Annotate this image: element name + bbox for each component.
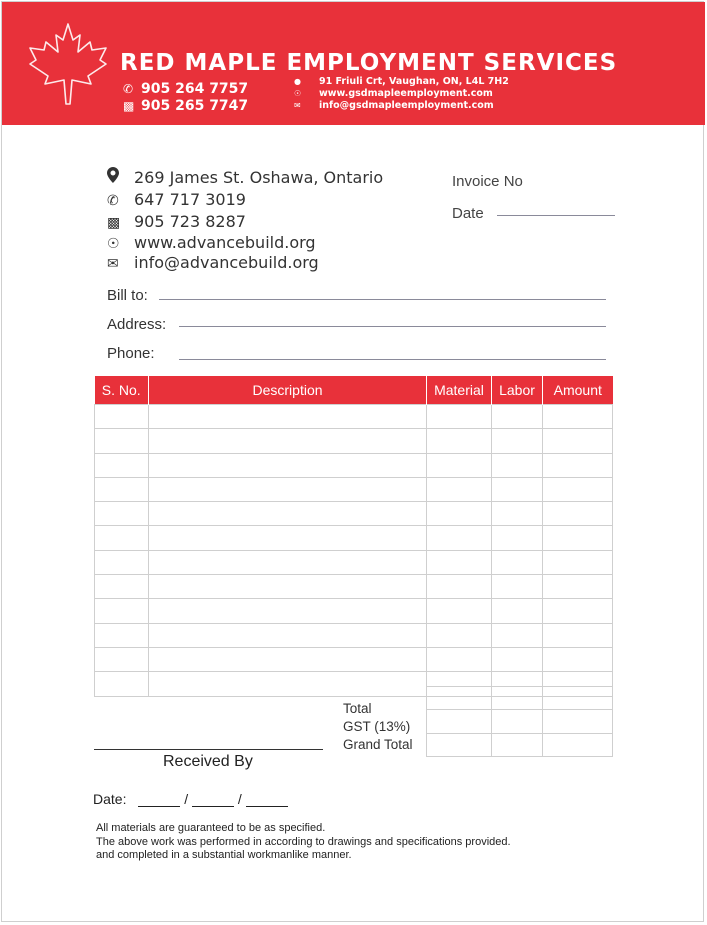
table-cell[interactable] — [427, 405, 492, 429]
note-line: The above work was performed in according to drawings and specifications provided. — [96, 835, 511, 848]
table-cell[interactable] — [427, 477, 492, 501]
date-year-field[interactable] — [246, 792, 288, 807]
note-line: All materials are guaranteed to be as specified. — [96, 822, 326, 834]
table-row — [95, 526, 613, 550]
table-cell[interactable] — [492, 647, 543, 671]
phone-label: Phone: — [107, 345, 155, 362]
invoice-number-label: Invoice No — [452, 173, 523, 190]
phone-icon: ✆ — [123, 82, 134, 96]
date-label: Date: — [93, 791, 127, 807]
header-email — [294, 100, 494, 111]
client-email — [107, 253, 319, 272]
envelope-icon: ✉ — [107, 256, 119, 272]
header-website — [294, 88, 493, 99]
note-line: and completed in a substantial workmanlike manner. — [96, 849, 352, 861]
table-cell[interactable] — [543, 502, 613, 526]
header-phone-1 — [123, 81, 248, 97]
table-row — [95, 575, 613, 599]
totals-cell[interactable] — [492, 710, 543, 733]
header-phone-1-value: 905 264 7757 — [141, 81, 249, 97]
items-table — [94, 376, 613, 697]
signature-line[interactable] — [94, 749, 323, 750]
date-row — [93, 791, 288, 807]
header-description: Description — [149, 376, 427, 405]
address-field[interactable] — [179, 326, 606, 327]
header-address — [294, 76, 509, 87]
date-month-field[interactable] — [192, 792, 234, 807]
table-cell[interactable] — [149, 429, 427, 453]
table-cell[interactable] — [427, 453, 492, 477]
received-by-label: Received By — [163, 753, 253, 770]
client-website-value: www.advancebuild.org — [134, 233, 316, 252]
header-banner — [2, 2, 705, 125]
header-phone-2 — [123, 98, 248, 114]
totals-cell[interactable] — [492, 687, 543, 710]
location-pin-icon: ● — [294, 77, 301, 86]
table-cell[interactable] — [95, 502, 149, 526]
table-cell[interactable] — [149, 550, 427, 574]
table-cell[interactable] — [149, 672, 427, 696]
table-cell[interactable] — [492, 550, 543, 574]
table-cell[interactable] — [95, 623, 149, 647]
totals-table — [426, 686, 613, 757]
header-phone-2-value: 905 265 7747 — [141, 98, 249, 114]
client-fax — [107, 212, 246, 231]
terms-notes — [96, 822, 511, 863]
table-cell[interactable] — [543, 405, 613, 429]
table-cell[interactable] — [427, 429, 492, 453]
header-address-value: 91 Friuli Crt, Vaughan, ON, L4L 7H2 — [319, 76, 509, 87]
table-cell[interactable] — [492, 429, 543, 453]
table-row — [95, 429, 613, 453]
header-amount: Amount — [543, 376, 613, 405]
table-cell[interactable] — [492, 453, 543, 477]
totals-row — [427, 710, 613, 733]
client-phone-value: 647 717 3019 — [134, 190, 246, 209]
totals-cell[interactable] — [543, 687, 613, 710]
table-cell[interactable] — [95, 526, 149, 550]
table-cell[interactable] — [543, 526, 613, 550]
header-material: Material — [427, 376, 492, 405]
table-cell[interactable] — [149, 477, 427, 501]
table-cell[interactable] — [543, 647, 613, 671]
table-cell[interactable] — [492, 623, 543, 647]
table-cell[interactable] — [492, 575, 543, 599]
table-cell[interactable] — [543, 550, 613, 574]
table-cell[interactable] — [149, 599, 427, 623]
table-cell[interactable] — [95, 429, 149, 453]
table-cell[interactable] — [427, 599, 492, 623]
table-row — [95, 502, 613, 526]
table-row — [95, 477, 613, 501]
table-cell[interactable] — [427, 647, 492, 671]
totals-cell[interactable] — [543, 733, 613, 756]
fax-icon: ▩ — [107, 215, 121, 231]
header-email-value: info@gsdmapleemployment.com — [319, 100, 494, 111]
table-cell[interactable] — [149, 623, 427, 647]
table-cell[interactable] — [149, 647, 427, 671]
header-labor: Labor — [492, 376, 543, 405]
totals-body — [427, 687, 613, 757]
table-cell[interactable] — [427, 623, 492, 647]
table-header-row — [95, 376, 613, 405]
table-cell[interactable] — [543, 477, 613, 501]
globe-icon: ☉ — [107, 236, 120, 252]
table-cell[interactable] — [95, 453, 149, 477]
phone-field[interactable] — [179, 359, 606, 360]
header-website-value: www.gsdmapleemployment.com — [319, 88, 493, 99]
fax-icon: ▩ — [123, 99, 135, 113]
table-cell[interactable] — [95, 599, 149, 623]
company-name: RED MAPLE EMPLOYMENT SERVICES — [120, 50, 618, 76]
table-row — [95, 647, 613, 671]
maple-leaf-icon — [26, 22, 110, 106]
table-row — [95, 599, 613, 623]
table-cell[interactable] — [492, 599, 543, 623]
totals-cell[interactable] — [427, 687, 492, 710]
table-cell[interactable] — [95, 575, 149, 599]
date-day-field[interactable] — [138, 792, 180, 807]
date-separator: / — [184, 791, 189, 807]
totals-row — [427, 733, 613, 756]
table-row — [95, 453, 613, 477]
table-cell[interactable] — [149, 405, 427, 429]
table-cell[interactable] — [95, 550, 149, 574]
table-cell[interactable] — [492, 502, 543, 526]
table-cell[interactable] — [543, 453, 613, 477]
totals-cell[interactable] — [427, 710, 492, 733]
table-cell[interactable] — [95, 405, 149, 429]
table-cell[interactable] — [543, 429, 613, 453]
client-website — [107, 233, 316, 252]
table-row — [95, 405, 613, 429]
header-sno: S. No. — [95, 376, 149, 405]
table-cell[interactable] — [492, 526, 543, 550]
location-pin-icon — [107, 167, 134, 187]
date-separator: / — [237, 791, 242, 807]
envelope-icon: ✉ — [294, 101, 301, 110]
table-cell[interactable] — [149, 575, 427, 599]
client-phone — [107, 190, 246, 209]
client-fax-value: 905 723 8287 — [134, 212, 246, 231]
client-address — [107, 167, 383, 187]
globe-icon: ☉ — [294, 89, 302, 98]
table-cell[interactable] — [427, 550, 492, 574]
table-cell[interactable] — [427, 502, 492, 526]
table-cell[interactable] — [543, 575, 613, 599]
totals-row — [427, 687, 613, 710]
totals-cell[interactable] — [427, 733, 492, 756]
table-row — [95, 623, 613, 647]
table-cell[interactable] — [95, 647, 149, 671]
table-cell[interactable] — [543, 623, 613, 647]
totals-cell[interactable] — [492, 733, 543, 756]
table-cell[interactable] — [149, 526, 427, 550]
invoice-date-field[interactable] — [497, 215, 615, 216]
table-cell[interactable] — [149, 453, 427, 477]
table-cell[interactable] — [427, 526, 492, 550]
table-body — [95, 405, 613, 697]
table-cell[interactable] — [492, 477, 543, 501]
table-cell[interactable] — [95, 477, 149, 501]
invoice-date-label: Date — [452, 205, 484, 222]
client-email-value: info@advancebuild.org — [134, 253, 319, 272]
bill-to-label: Bill to: — [107, 287, 148, 304]
table-cell[interactable] — [427, 575, 492, 599]
bill-to-field[interactable] — [159, 299, 606, 300]
total-label: Total — [343, 701, 372, 716]
client-address-value: 269 James St. Oshawa, Ontario — [134, 168, 384, 187]
phone-icon: ✆ — [107, 193, 119, 209]
gst-label: GST (13%) — [343, 719, 411, 734]
grand-total-label: Grand Total — [343, 737, 413, 752]
table-cell[interactable] — [492, 405, 543, 429]
totals-cell[interactable] — [543, 710, 613, 733]
table-row — [95, 550, 613, 574]
address-label: Address: — [107, 316, 167, 333]
table-cell[interactable] — [95, 672, 149, 696]
table-cell[interactable] — [149, 502, 427, 526]
table-cell[interactable] — [543, 599, 613, 623]
